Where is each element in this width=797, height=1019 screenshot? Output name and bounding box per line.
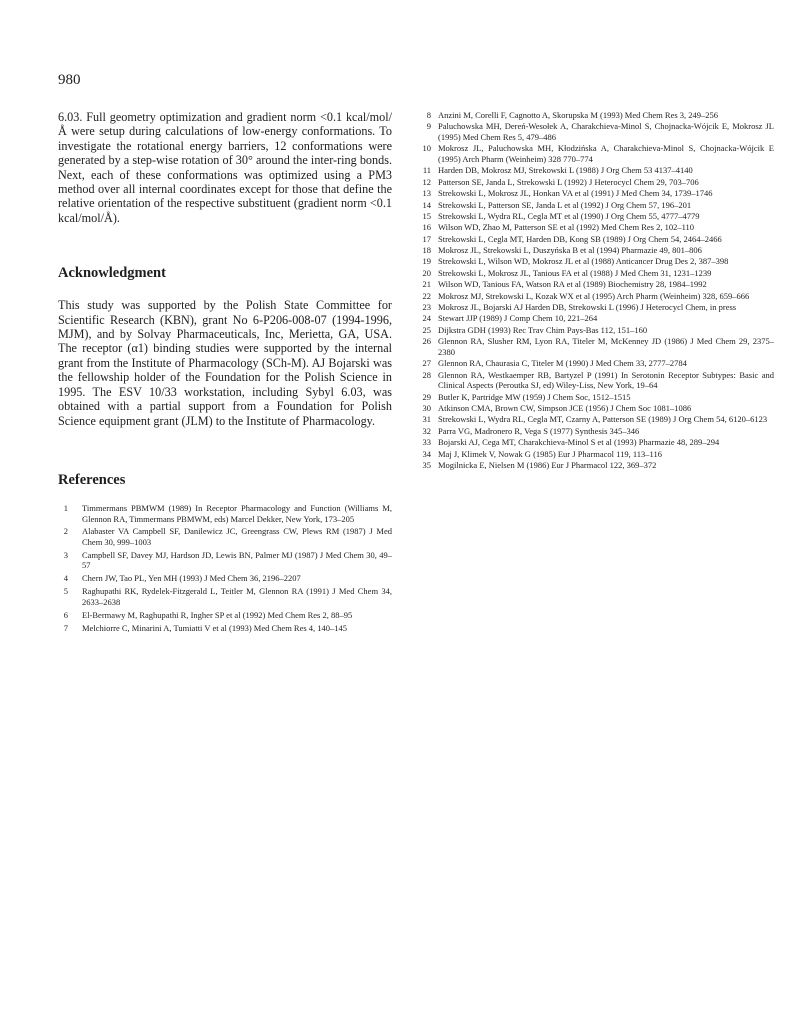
reference-item: [418, 177, 774, 188]
reference-number: 14: [422, 199, 431, 210]
reference-text: Raghupathi RK, Rydelek-Fitzgerald L, Teitler M, Glennon RA (1991) J Med Chem 34, 2633–2638: [82, 586, 392, 607]
reference-number: 34: [422, 448, 431, 459]
reference-item: [418, 291, 774, 302]
reference-text: Glennon RA, Westkaemper RB, Bartyzel P (1991) In Serotonin Receptor Subtypes: Basic and Clinical Aspects (Peroutka SJ, ed) Wiley-Liss, New York, 19–64: [438, 369, 774, 391]
reference-item: [58, 550, 392, 571]
reference-text: El-Bermawy M, Raghupathi R, Ingher SP et al (1992) Med Chem Res 2, 88–95: [82, 609, 353, 620]
reference-number: 26: [422, 336, 431, 347]
reference-number: 18: [422, 245, 431, 256]
reference-item: [418, 245, 774, 256]
reference-number: 8: [426, 110, 431, 120]
reference-number: 7: [63, 622, 68, 633]
reference-item: [418, 449, 774, 460]
reference-text: Butler K, Partridge MW (1959) J Chem Soc, 1512–1515: [438, 391, 631, 402]
references-list-left: [58, 503, 392, 633]
reference-item: [418, 234, 774, 245]
reference-text: Mokrosz MJ, Strekowski L, Kozak WX et al (1995) Arch Pharm (Weinheim) 328, 659–666: [438, 290, 750, 301]
reference-item: [418, 358, 774, 369]
page-number: 980: [58, 72, 81, 88]
reference-number: 33: [422, 437, 431, 448]
reference-item: [58, 610, 392, 621]
reference-item: [58, 503, 392, 524]
reference-number: 17: [422, 233, 431, 244]
reference-text: Maj J, Klimek V, Nowak G (1985) Eur J Pharmacol 119, 113–116: [438, 448, 662, 459]
reference-item: [418, 414, 774, 425]
reference-number: 35: [422, 459, 431, 470]
reference-number: 22: [422, 290, 431, 301]
reference-item: [418, 222, 774, 233]
reference-item: [418, 460, 774, 471]
reference-number: 3: [63, 549, 68, 560]
reference-item: [418, 392, 774, 403]
reference-number: 20: [422, 267, 431, 278]
left-column: [58, 110, 392, 636]
reference-item: [418, 370, 774, 391]
reference-text: Melchiorre C, Minarini A, Tumiatti V et al (1993) Med Chem Res 4, 140–145: [82, 622, 348, 633]
reference-number: 6: [63, 609, 68, 620]
reference-item: [418, 437, 774, 448]
reference-item: [418, 165, 774, 176]
reference-number: 31: [422, 414, 431, 425]
reference-number: 11: [422, 165, 431, 176]
reference-number: 25: [422, 324, 431, 335]
reference-text: Campbell SF, Davey MJ, Hardson JD, Lewis BN, Palmer MJ (1987) J Med Chem 30, 49–57: [82, 549, 392, 571]
reference-text: Strekowski L, Mokrosz JL, Tanious FA et al (1988) J Med Chem 31, 1231–1239: [438, 267, 712, 278]
reference-number: 16: [422, 222, 431, 233]
reference-number: 32: [422, 425, 431, 436]
reference-text: Anzini M, Corelli F, Cagnotto A, Skorupska M (1993) Med Chem Res 3, 249–256: [438, 110, 719, 120]
reference-number: 28: [422, 369, 431, 380]
reference-number: 27: [422, 358, 431, 369]
reference-text: Parra VG, Madronero R, Vega S (1977) Synthesis 345–346: [438, 425, 640, 436]
reference-text: Bojarski AJ, Cega MT, Charakchieva-Minol S et al (1993) Pharmazie 48, 289–294: [438, 437, 720, 448]
reference-number: 12: [422, 176, 431, 187]
reference-item: [418, 336, 774, 357]
right-column: [418, 110, 774, 471]
acknowledgment-paragraph: This study was supported by the Polish State Committee for Scientific Research (KBN), grant No 6-P206-008-07 (1994-1996, MJM), and by Solvay Pharmaceuticals, Inc, Merietta, GA, USA. The receptor (α1) binding studies were supported by the internal grant from the Institute of Pharmacology (SCh-M). AJ Bojarski was the fellowship holder of the Foundation for the Polish Science in 1995. The ESV 10/33 workstation, including Sybyl 6.03, was obtained with a partial support from a Foundation for Polish Science equipment grant (JLM) to the Institute of Pharmacology.: [58, 298, 392, 428]
reference-text: Patterson SE, Janda L, Strekowski L (1992) J Heterocycl Chem 29, 703–706: [438, 176, 699, 187]
reference-number: 4: [63, 573, 68, 584]
reference-item: [58, 573, 392, 584]
reference-item: [418, 313, 774, 324]
reference-item: [58, 623, 392, 634]
reference-text: Strekowski L, Wilson WD, Mokrosz JL et al (1988) Anticancer Drug Des 2, 387–398: [438, 256, 729, 267]
reference-text: Wilson WD, Tanious FA, Watson RA et al (1989) Biochemistry 28, 1984–1992: [438, 279, 707, 290]
references-list-right: [418, 110, 774, 471]
reference-number: 13: [422, 188, 431, 199]
reference-number: 1: [63, 502, 68, 513]
reference-item: [58, 586, 392, 607]
reference-number: 2: [63, 526, 68, 537]
reference-item: [418, 403, 774, 414]
references-heading: References: [58, 471, 126, 488]
reference-item: [418, 279, 774, 290]
reference-item: [418, 426, 774, 437]
reference-text: Chern JW, Tao PL, Yen MH (1993) J Med Chem 36, 2196–2207: [82, 573, 301, 584]
reference-text: Wilson WD, Zhao M, Patterson SE et al (1992) Med Chem Res 2, 102–110: [438, 222, 695, 233]
reference-text: Alabaster VA Campbell SF, Danilewicz JC, Greengrass CW, Plews RM (1987) J Med Chem 30, 999–1003: [82, 526, 392, 547]
reference-text: Glennon RA, Slusher RM, Lyon RA, Titeler M, McKenney JD (1986) J Med Chem 29, 2375–2380: [438, 336, 774, 357]
reference-number: 15: [422, 210, 431, 221]
reference-text: Strekowski L, Wydra RL, Cegla MT et al (1990) J Org Chem 55, 4777–4779: [438, 210, 700, 221]
reference-text: Strekowski L, Cegla MT, Harden DB, Kong SB (1989) J Org Chem 54, 2464–2466: [438, 233, 722, 244]
reference-text: Mokrosz JL, Bojarski AJ Harden DB, Strekowski L (1996) J Heterocycl Chem, in press: [438, 302, 737, 313]
reference-item: [58, 526, 392, 547]
reference-number: 21: [422, 279, 431, 290]
acknowledgment-heading: Acknowledgment: [58, 265, 166, 282]
reference-text: Glennon RA, Chaurasia C, Titeler M (1990) J Med Chem 33, 2777–2784: [438, 358, 687, 369]
reference-text: Strekowski L, Patterson SE, Janda L et al (1992) J Org Chem 57, 196–201: [438, 199, 692, 210]
reference-item: [418, 211, 774, 222]
reference-item: [418, 256, 774, 267]
reference-text: Mogilnicka E, Nielsen M (1986) Eur J Pharmacol 122, 369–372: [438, 459, 657, 470]
reference-item: [418, 302, 774, 313]
reference-text: Timmermans PBMWM (1989) In Receptor Pharmacology and Function (Williams M, Glennon RA, Timmermans PBMWM, eds) Marcel Dekker, New York, 173–205: [82, 502, 392, 524]
reference-text: Harden DB, Mokrosz MJ, Strekowski L (1988) J Org Chem 53 4137–4140: [438, 165, 693, 176]
reference-number: 23: [422, 302, 431, 313]
reference-number: 24: [422, 313, 431, 324]
reference-item: [418, 268, 774, 279]
reference-number: 19: [422, 256, 431, 267]
reference-number: 29: [422, 391, 431, 402]
reference-number: 30: [422, 402, 431, 413]
reference-item: [418, 121, 774, 142]
reference-text: Stewart JJP (1989) J Comp Chem 10, 221–264: [438, 313, 598, 324]
reference-number: 9: [426, 121, 431, 132]
reference-text: Dijkstra GDH (1993) Rec Trav Chim Pays-Bas 112, 151–160: [438, 324, 648, 335]
reference-item: [418, 143, 774, 164]
reference-text: Strekowski L, Wydra RL, Cegla MT, Czarny A, Patterson SE (1989) J Org Chem 54, 6120–6123: [438, 414, 768, 425]
reference-text: Atkinson CMA, Brown CW, Simpson JCE (1956) J Chem Soc 1081–1086: [438, 402, 692, 413]
reference-number: 5: [63, 586, 68, 597]
reference-number: 10: [422, 143, 431, 154]
reference-text: Strekowski L, Mokrosz JL, Honkan VA et al (1991) J Med Chem 34, 1739–1746: [438, 188, 713, 199]
reference-item: [418, 110, 774, 121]
reference-text: Paluchowska MH, Dereń-Wesołek A, Charakchieva-Minol S, Chojnacka-Wójcik E, Mokrosz JL (1995) Med Chem Res 5, 479–486: [438, 121, 774, 142]
reference-item: [418, 325, 774, 336]
methods-paragraph: 6.03. Full geometry optimization and gradient norm <0.1 kcal/mol/Å were setup during calculations of low-energy conformations. To investigate the rotational energy barriers, 12 conformations were generated by a step-wise rotation of 30° around the inter-ring bonds. Next, each of these conformations was optimized using a PM3 method over all internal coordinates except for those that define the relative orientation of the respective substituent (gradient norm <0.1 kcal/mol/Å).: [58, 110, 392, 225]
reference-item: [418, 188, 774, 199]
reference-text: Mokrosz JL, Strekowski L, Duszyńska B et al (1994) Pharmazie 49, 801–806: [438, 245, 702, 256]
reference-item: [418, 200, 774, 211]
reference-text: Mokrosz JL, Paluchowska MH, Kłodzińska A, Charakchieva-Minol S, Chojnacka-Wójcik E (1995) Arch Pharm (Weinheim) 328 770–774: [438, 143, 774, 164]
